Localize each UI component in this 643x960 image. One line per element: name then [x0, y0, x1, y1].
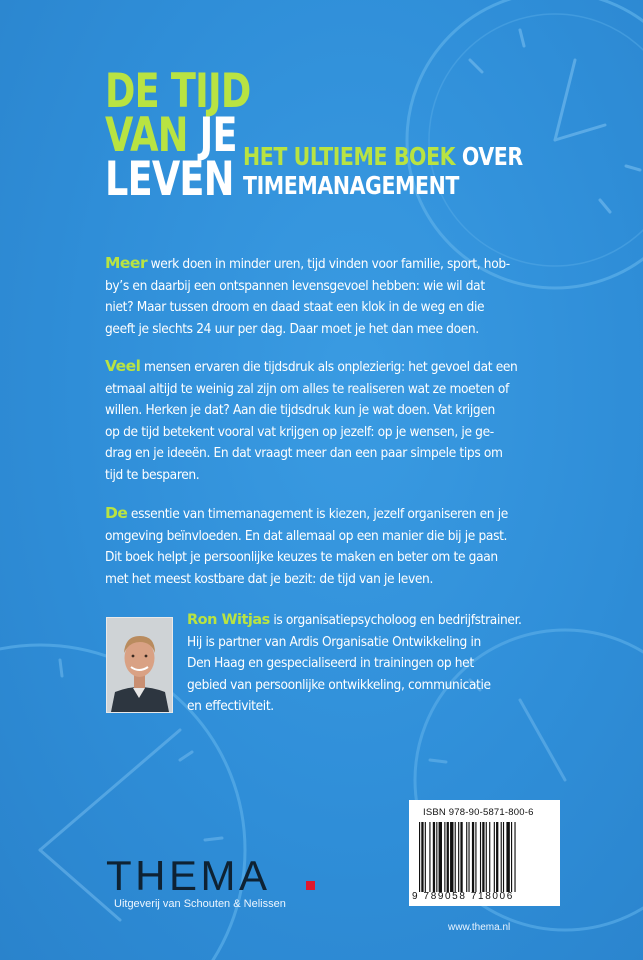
- paragraph-line: geeft je slechts 24 uur per dag. Daar moet je het dan mee doen.: [105, 320, 479, 337]
- paragraph-line: tijd te besparen.: [105, 466, 200, 483]
- paragraph-line: essentie van timemanagement is kiezen, jezelf organiseren en je: [127, 506, 508, 522]
- title-line-1: DE TIJD: [105, 64, 251, 119]
- barcode: [419, 822, 550, 892]
- paragraph-line: met het meest kostbare dat je bezit: de tijd van je leven.: [105, 570, 433, 587]
- blurb-paragraph-3: [105, 503, 525, 590]
- subtitle-white-2: TIMEMANAGEMENT: [243, 171, 459, 200]
- bio-line: Hij is partner van Ardis Organisatie Ontwikkeling in: [187, 633, 481, 650]
- barcode-digits: 9 789058 718006: [412, 891, 514, 902]
- bio-line: en effectiviteit.: [187, 698, 274, 714]
- publisher-url: www.thema.nl: [448, 922, 511, 933]
- bio-line: Den Haag en gespecialiseerd in trainingen op het: [187, 655, 474, 671]
- author-photo: [106, 617, 173, 713]
- author-name: Ron Witjas: [187, 612, 270, 628]
- title-line-3: LEVEN: [105, 152, 234, 207]
- paragraph-lead-word: Veel: [105, 357, 141, 375]
- isbn-number: ISBN 978-90-5871-800-6: [423, 807, 534, 818]
- paragraph-line: drag en je ideeën. En dat vraagt meer dan een paar simpele tips om: [105, 445, 503, 461]
- publisher-logo-dot: [306, 881, 315, 890]
- book-title: [105, 64, 251, 207]
- paragraph-line: werk doen in minder uren, tijd vinden voor familie, sport, hob-: [147, 256, 510, 272]
- blurb-paragraph-2: [105, 356, 525, 486]
- paragraph-line: op de tijd betekent vooral vat krijgen op jezelf: op je wensen, je ge-: [105, 423, 494, 440]
- paragraph-line: niet? Maar tussen droom en daad staat een klok in de weg en die: [105, 299, 485, 315]
- book-subtitle: [243, 142, 523, 200]
- paragraph-line: Dit boek helpt je persoonlijke keuzes te maken en beter om te gaan: [105, 549, 498, 565]
- paragraph-lead-word: Meer: [105, 254, 148, 272]
- subtitle-green: HET ULTIEME BOEK: [243, 142, 456, 171]
- isbn-barcode-box: [409, 800, 560, 906]
- bio-line: is organisatiepsycholoog en bedrijfstrainer.: [269, 612, 522, 628]
- bio-line: gebied van persoonlijke ontwikkeling, communicatie: [187, 676, 491, 693]
- publisher-tagline: Uitgeverij van Schouten & Nelissen: [114, 898, 286, 910]
- title-line-2-green: VAN: [105, 108, 188, 163]
- title-line-2-white: JE: [187, 108, 237, 163]
- paragraph-line: mensen ervaren die tijdsdruk als onplezierig: het gevoel dat een: [140, 359, 518, 375]
- paragraph-lead-word: De: [105, 504, 128, 522]
- paragraph-line: omgeving beïnvloeden. En dat allemaal op een manier die bij je past.: [105, 527, 508, 544]
- paragraph-line: by’s en daarbij een ontspannen levensgevoel hebben: wie wil dat: [105, 277, 485, 294]
- blurb-paragraph-1: [105, 253, 525, 340]
- author-bio: [187, 610, 547, 718]
- paragraph-line: willen. Herken je dat? Aan die tijdsdruk kun je wat doen. Vat krijgen: [105, 402, 495, 418]
- publisher-logo-text: THEMA: [106, 852, 271, 899]
- paragraph-line: etmaal altijd te weinig zal zijn om alles te realiseren wat ze moeten of: [105, 380, 509, 397]
- subtitle-white-1: OVER: [455, 142, 523, 171]
